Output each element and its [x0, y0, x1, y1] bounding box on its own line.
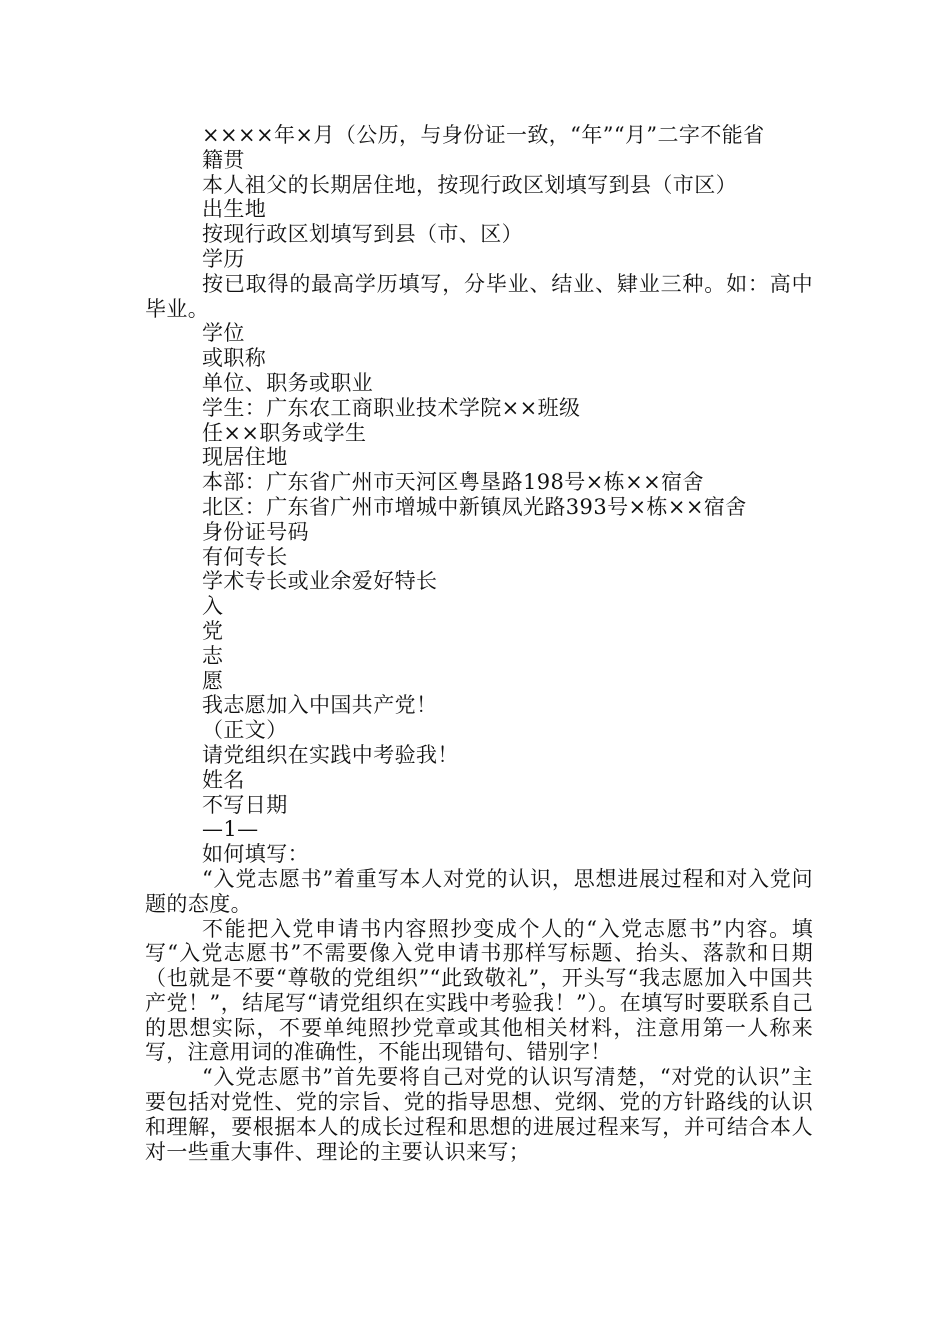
field-label-specialty: 有何专长	[202, 544, 288, 569]
birthplace-instruction: 按现行政区划填写到县（市、区）	[202, 222, 523, 247]
field-label-education: 学历	[202, 246, 245, 271]
field-label-residence: 现居住地	[202, 445, 288, 470]
field-label-name: 姓名	[202, 767, 245, 792]
field-label-id-number: 身份证号码	[202, 519, 309, 544]
birth-date-instruction: ××××年×月（公历，与身份证一致，“年”“月”二字不能省	[202, 123, 765, 147]
application-closing-line: 请党组织在实践中考验我！	[202, 742, 459, 767]
guidance-paragraph-2: 不能把入党申请书内容照抄变成个人的“入党志愿书”内容。填写“入党志愿书”不需要像入党申请书那样写标题、抬头、落款和日期（也就是不要“尊敬的党组织”“此致敬礼”，开头写“我志愿加入中国共产党！”，结尾写“请党组织在实践中考验我！”）。在填写时要联系自己的思想实际，不要单纯照抄党章或其他相关材料，注意用第一人称来写，注意用词的准确性，不能出现错句、错别字！	[145, 916, 813, 1065]
page-number: —1—	[202, 817, 259, 842]
residence-example-main-campus: 本部：广东省广州市天河区粤垦路198号×栋××宿舍	[202, 470, 704, 495]
document-body	[145, 123, 813, 1164]
no-date-note: 不写日期	[202, 792, 288, 817]
application-opening-line: 我志愿加入中国共产党！	[202, 693, 438, 718]
native-place-instruction: 本人祖父的长期居住地，按现行政区划填写到县（市区）	[202, 172, 737, 197]
vertical-heading-char-1: 入	[202, 594, 224, 619]
employer-example-student: 学生：广东农工商职业技术学院××班级	[202, 395, 581, 420]
field-label-birthplace: 出生地	[202, 197, 267, 222]
vertical-heading-char-2: 党	[202, 618, 224, 643]
field-label-title: 或职称	[202, 346, 267, 371]
education-instruction: 按已取得的最高学历填写，分毕业、结业、肄业三种。如：高中毕业。	[145, 271, 813, 321]
guidance-paragraph-1: “入党志愿书”着重写本人对党的认识，思想进展过程和对入党问题的态度。	[145, 866, 813, 916]
residence-example-north-campus: 北区：广东省广州市增城中新镇凤光路393号×栋××宿舍	[202, 494, 747, 519]
specialty-instruction: 学术专长或业余爱好特长	[202, 569, 438, 594]
field-label-degree: 学位	[202, 321, 245, 346]
guidance-paragraph-3: “入党志愿书”首先要将自己对党的认识写清楚，“对党的认识”主要包括对党性、党的宗旨、党的指导思想、党纲、党的方针路线的认识和理解，要根据本人的成长过程和思想的进展过程来写，并可结合本人对一些重大事件、理论的主要认识来写；	[145, 1065, 813, 1164]
vertical-heading-char-3: 志	[202, 643, 224, 668]
field-label-employer: 单位、职务或职业	[202, 370, 374, 395]
employer-example-position: 任××职务或学生	[202, 420, 367, 445]
how-to-fill-heading: 如何填写：	[202, 842, 309, 867]
vertical-heading-char-4: 愿	[202, 668, 224, 693]
application-body-placeholder: （正文）	[202, 718, 288, 743]
field-label-native-place: 籍贯	[202, 147, 245, 172]
